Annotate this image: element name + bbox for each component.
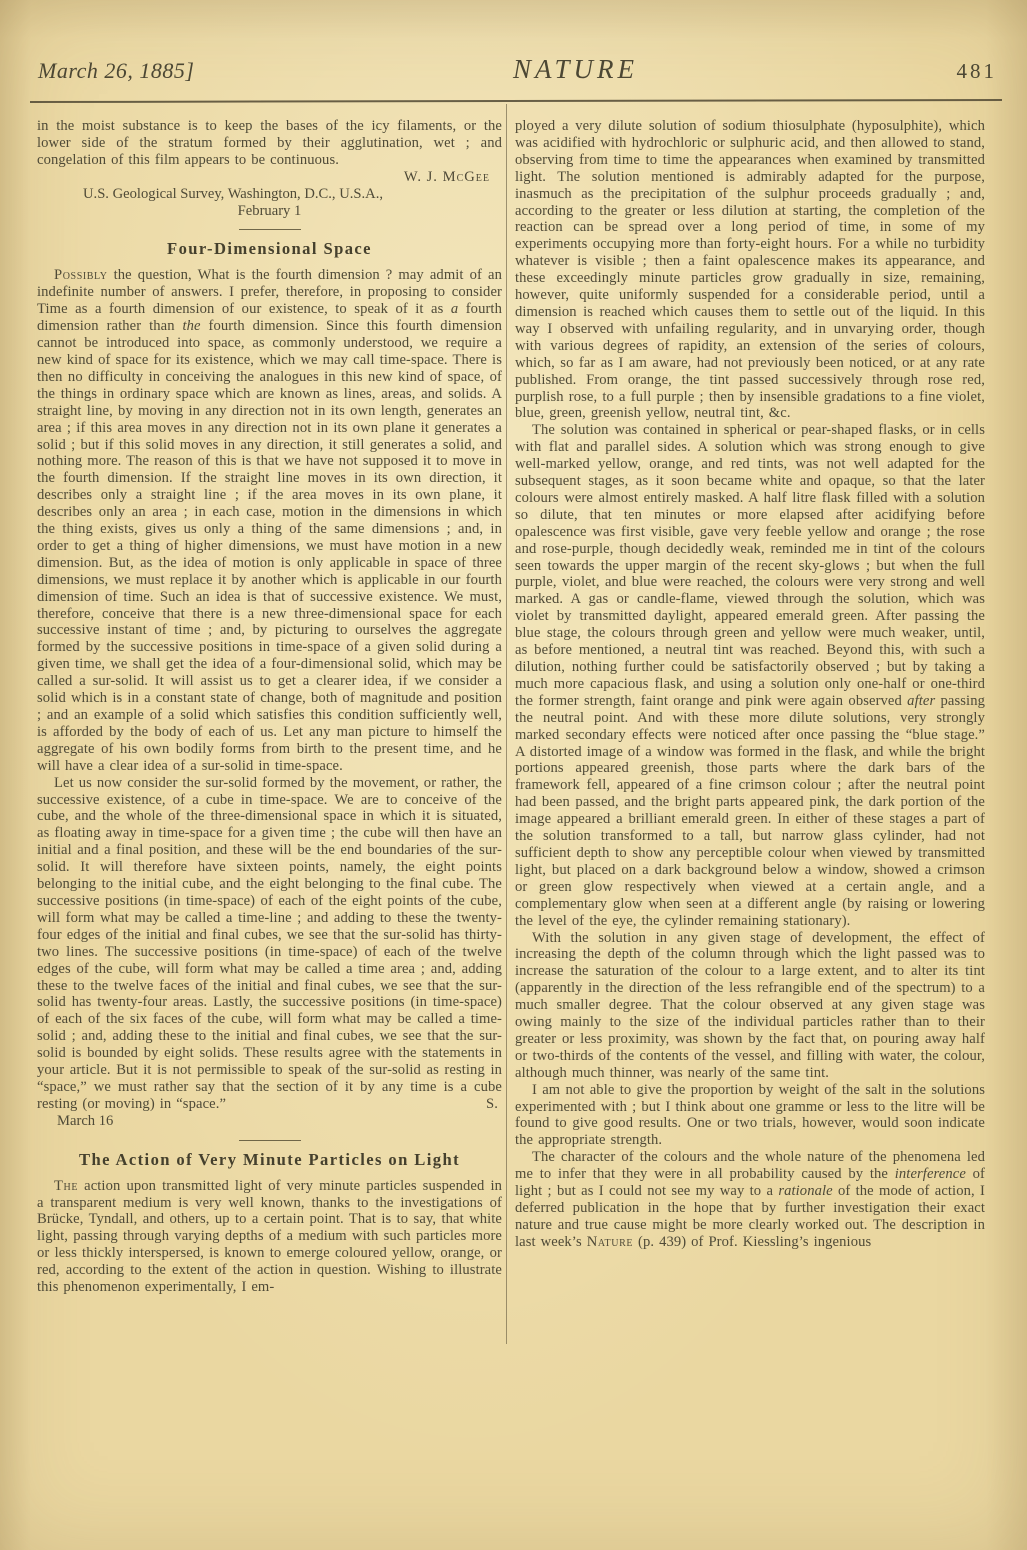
masthead — [38, 54, 997, 85]
article1-date: March 16 — [57, 1112, 114, 1129]
article1-signature: S. — [486, 1095, 498, 1112]
section-divider-2 — [239, 1140, 301, 1141]
article1-paragraph-1: Possibly the question, What is the fourth dimension ? may admit of an indefinite number of answers. I prefer, therefore, in proposing to consider Time as a fourth dimension of our existence, to speak of it as a fourth dimension rather than the fourth dimension. Since this fourth dimension cannot be introduced into space, as commonly understood, we require a new kind of space for its existence, which we may call time-space. There is then no difficulty in conceiving the analogues in this new kind of space, of the things in ordinary space which are known as lines, areas, and solids. A straight line, by moving in any direction not in its own length, generates an area ; if this area moves in any direction not in its own plane it generates a solid ; but if this solid moves in any direction, it still generates a solid, and nothing more. The reason of this is that we have not supposed it to move in the fourth dimension. If the straight line moves in its own direction, it describes only a straight line ; if the area moves in its own plane, it describes only an area ; in each case, motion in the dimensions in which the thing exists, gives us only a thing of the same dimensions ; and, in order to get a thing of higher dimensions, we must have motion in a new dimension. But, as the idea of motion is only applicable in space of three dimensions, we must replace it by another which is applicable in our fourth dimension of time. Such an idea is that of successive existence. We must, therefore, conceive that there is a new three-dimensional space for each successive instant of time ; and, by picturing to ourselves the aggregate formed by the successive positions in time-space of a given solid during a given time, we shall get the idea of a four-dimensional solid, which may be called a sur-solid. It will assist us to get a clearer idea, if we consider a solid which is in a constant state of change, both of magnitude and position ; and an example of a solid which satisfies this condition sufficiently well, is afforded by the body of each of us. Let any man picture to himself the aggregate of his own bodily forms from birth to the present time, and he will have a clear idea of a sur-solid in time-space. — [37, 267, 502, 774]
article1-paragraph-2-text: Let us now consider the sur-solid formed by the movement, or rather, the successive existence, of a cube in time-space. We are to conceive of the cube, and the whole of the three-dimensional space in which it is situated, as floating away in time-space for a given time ; the cube will then have an initial and a final position, and these will be the end boundaries of the sur-solid. It will therefore have sixteen points, namely, the eight points belonging to the initial cube, and the eight belonging to the final cube. The successive positions (in time-space) of each of the eight points of the cube, will form what may be called a time-line ; and adding to these the twenty-four edges of the initial and final cubes, we see that the sur-solid has thirty-two lines. The successive positions (in time-space) of each of the twelve edges of the cube, will form what may be called a time area ; and, adding these to the twelve faces of the initial and final cubes, we see that the sur-solid has twenty-four areas. Lastly, the successive positions (in time-space) of each of the six faces of the cube, will form what may be called a time-solid ; and, adding these to the initial and final cubes, we see that the sur-solid is bounded by eight solids. These results agree with the statements in your article. But it is not permissible to speak of the sur-solid as resting in “space,” we must rather say that the section of it by any time is a cube resting (or moving) in “space.” — [37, 774, 502, 1112]
article-title-four-dimensional-space: Four-Dimensional Space — [167, 239, 372, 259]
left-column — [37, 118, 502, 1296]
right-paragraph-4: I am not able to give the proportion by weight of the salt in the solutions experimented with ; but I think about one gramme or less to the litre will be found to give good results. One or two trials, however, would soon indicate the appropriate strength. — [515, 1081, 985, 1149]
article-title-minute-particles: The Action of Very Minute Particles on Light — [78, 1149, 460, 1169]
letter-date: February 1 — [237, 202, 302, 219]
section-divider — [239, 229, 301, 230]
right-paragraph-2: The solution was contained in spherical or pear-shaped flasks, or in cells with flat and parallel sides. A solution which was strong enough to give well-marked yellow, orange, and red tints, was not well adapted for the subsequent stages, as it soon became white and opaque, so that the later colours were almost entirely masked. A half litre flask filled with a solution so dilute, that ten minutes or more elapsed after acidifying before opalescence was first visible, gave very feeble yellow and orange ; the rose and rose-purple, though decidedly weak, reminded me in tint of the colours seen towards the upper margin of the recent sky-glows ; but when the full purple, violet, and blue were reached, the colours were very strong and well marked. A gas or candle-flame, viewed through the solution, which was violet by transmitted daylight, appeared emerald green. After passing the blue stage, the colours through green and yellow were much weaker, until, as before mentioned, a neutral tint was reached. Beyond this, with such a dilution, nothing further could be satisfactorily observed ; but by taking a much more capacious flask, and using a solution only one-half or one-third the former strength, faint orange and pink were again observed after passing the neutral point. And with these more dilute solutions, very strongly marked secondary effects were noticed after once passing the “blue stage.” A distorted image of a window was formed in the flask, and while the bright portions appeared greenish, those parts where the dark bars of the framework fell, appeared of a fine crimson colour ; after the neutral point had been passed, and the bright parts appeared pink, the dark portion of the image appeared a brilliant emerald green. In either of these stages a part of the solution transformed to a tall, but narrow glass cylinder, had not sufficient depth to show any perceptible colour when viewed by transmitted light, but placed on a dark background below a window, showed a crimson or green glow respectively when viewed at a certain angle, and a complementary glow when seen at a different angle (by raising or lowering the level of the eye, the cylinder remaining stationary). — [515, 422, 985, 929]
article1-paragraph-2 — [37, 775, 502, 1113]
author-affiliation: U.S. Geological Survey, Washington, D.C., U.S.A., — [83, 185, 384, 202]
right-column — [515, 118, 985, 1251]
right-paragraph-3: With the solution in any given stage of development, the effect of increasing the depth of the column through which the light passed was to increase the saturation of the colour to a large extent, and to alter its tint (apparently in the direction of the less refrangible end of the spectrum) to a much smaller degree. That the colour observed at any given stage was owing mainly to the size of the individual particles rather than to their greater or less proximity, was shown by the fact that, on pouring away half or two-thirds of the contents of the vessel, and filling with water, the colour, although much thinner, was nearly of the same tint. — [515, 929, 985, 1081]
page-number: 481 — [956, 59, 997, 83]
journal-title: NATURE — [512, 54, 638, 84]
header-rule — [30, 99, 1002, 103]
article2-paragraph-1: The action upon transmitted light of very minute particles suspended in a transparent medium is very well known, thanks to the investigations of Brücke, Tyndall, and others, up to a certain point. That is to say, that white light, passing through varying depths of a medium with such particles more or less thickly interspersed, is known to emerge coloured yellow, orange, or red, according to the extent of the action in question. Wishing to illustrate this phenomenon experimentally, I em- — [37, 1177, 502, 1296]
continuation-paragraph: in the moist substance is to keep the bases of the icy filaments, or the lower side of the stratum formed by their agglutination, wet ; and congelation of this film appears to be continuous. — [37, 118, 502, 168]
author-signature-mcgee: W. J. McGee — [403, 168, 490, 185]
issue-date: March 26, 1885] — [38, 58, 195, 83]
right-paragraph-1: ployed a very dilute solution of sodium thiosulphate (hyposulphite), which was acidified with hydrochloric or sulphuric acid, and then allowed to stand, observing from time to time the appearances when examined by transmitted light. The solution mentioned is admirably adapted for the purpose, inasmuch as the precipitation of the sulphur proceeds gradually ; and, according to the greater or less dilution at starting, the completion of the reaction can be spread over a long period of time, in some of my experiments occupying more than forty-eight hours. For a while no turbidity whatever is visible ; then a faint opalescence makes its appearance, and these exceedingly minute particles grow gradually in size, remaining, however, quite uniformly suspended for a considerable period, until a dimension is reached which causes them to settle out of the liquid. In this way I observed with unfailing regularity, and in unvarying order, though with various degrees of rapidity, an extension of the series of colours, which, so far as I am aware, had not previously been noticed, or at any rate published. From orange, the tint passed successively through rose red, purplish rose, to a full purple ; then by insensible gradations to a fine violet, blue, green, greenish yellow, neutral tint, &c. — [515, 118, 985, 422]
column-divider — [506, 104, 507, 1344]
right-paragraph-5: The character of the colours and the whole nature of the phenomena led me to infer that they were in all probability caused by the interference of light ; but as I could not see my way to a rationale of the mode of action, I deferred publication in the hope that by further investigation their exact nature and true cause might be more clearly worked out. The description in last week’s Nature (p. 439) of Prof. Kiessling’s ingenious — [515, 1149, 985, 1250]
